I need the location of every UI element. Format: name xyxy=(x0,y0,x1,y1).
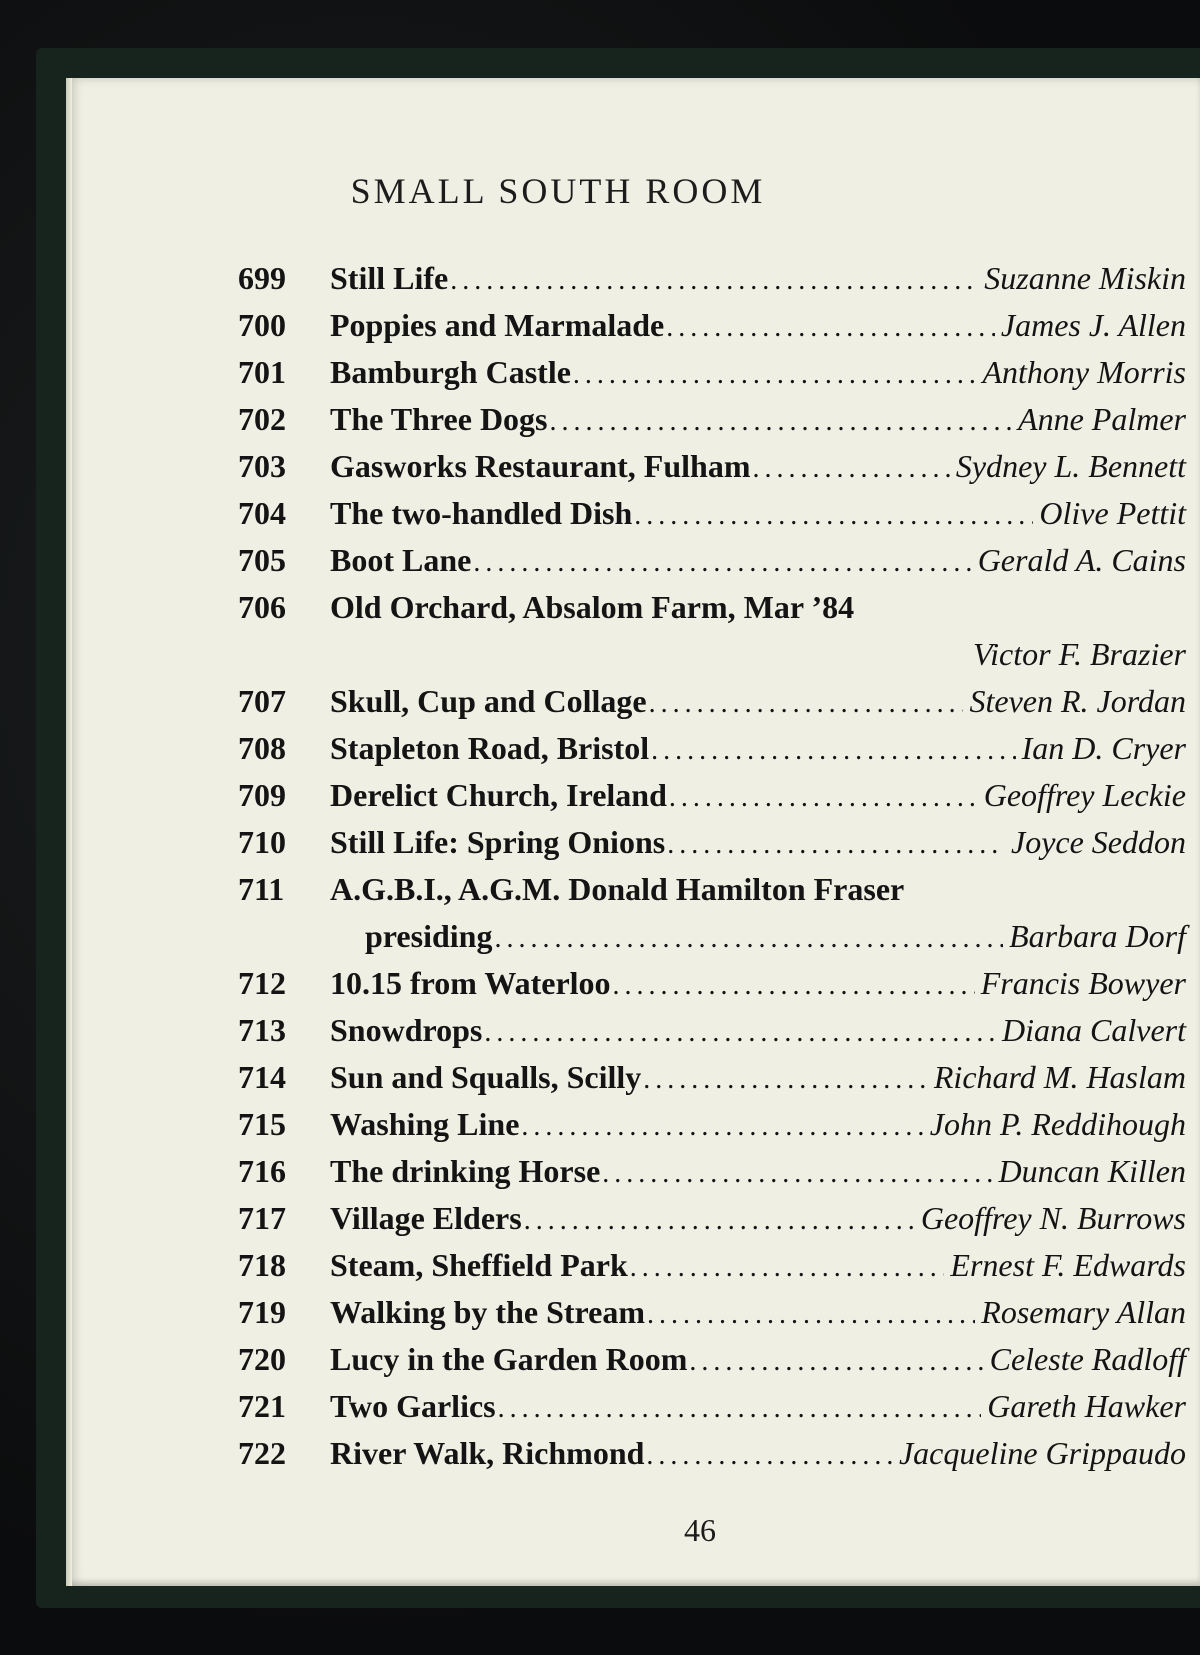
catalogue-entry xyxy=(238,255,1186,302)
leader-dots xyxy=(494,915,1003,962)
leader-dots xyxy=(613,962,975,1009)
leader-dots xyxy=(573,351,977,398)
leader-dots xyxy=(649,680,964,727)
entry-title: Lucy in the Garden Room xyxy=(330,1341,688,1377)
leader-dots xyxy=(689,1338,983,1385)
catalogue-entry xyxy=(238,537,1186,584)
entry-title: Bamburgh Castle xyxy=(330,354,571,390)
leader-dots xyxy=(498,1385,982,1432)
entry-title: The Three Dogs xyxy=(330,401,548,437)
catalogue-entry xyxy=(238,866,1186,913)
entry-number: 711 xyxy=(238,871,285,907)
entry-title: A.G.B.I., A.G.M. Donald Hamilton Fraser xyxy=(330,871,905,907)
entry-title: The two-handled Dish xyxy=(330,495,633,531)
entry-title: The drinking Horse xyxy=(330,1153,601,1189)
entry-artist: Richard M. Haslam xyxy=(933,1059,1186,1095)
entry-title: Gasworks Restaurant, Fulham xyxy=(330,448,751,484)
leader-dots xyxy=(450,257,978,304)
entry-title: Washing Line xyxy=(330,1106,520,1142)
entry-number: 699 xyxy=(238,260,286,296)
catalogue-entry xyxy=(238,1336,1186,1383)
entry-title: Stapleton Road, Bristol xyxy=(330,730,650,766)
entry-artist: John P. Reddihough xyxy=(929,1106,1186,1142)
catalogue-entry xyxy=(238,1054,1186,1101)
entry-title: Steam, Sheffield Park xyxy=(330,1247,628,1283)
entry-artist: Diana Calvert xyxy=(1002,1012,1186,1048)
leader-dots xyxy=(550,398,1013,445)
entry-number: 709 xyxy=(238,777,286,813)
catalogue-entry xyxy=(238,443,1186,490)
entry-number: 719 xyxy=(238,1294,286,1330)
entry-artist: Jacqueline Grippaudo xyxy=(898,1435,1186,1471)
entry-artist: James J. Allen xyxy=(1000,307,1186,343)
catalogue-entry xyxy=(238,1430,1186,1477)
leader-dots xyxy=(524,1197,915,1244)
leader-dots xyxy=(634,492,1033,539)
entry-title: Boot Lane xyxy=(330,542,472,578)
leader-dots xyxy=(521,1103,923,1150)
leader-dots xyxy=(473,539,971,586)
catalogue-entry-continuation xyxy=(238,631,1186,678)
entry-artist: Ernest F. Edwards xyxy=(950,1247,1186,1283)
entry-artist: Joyce Seddon xyxy=(1010,824,1186,860)
entry-title: Poppies and Marmalade xyxy=(330,307,665,343)
catalogue-entry xyxy=(238,725,1186,772)
catalogue-entry xyxy=(238,302,1186,349)
entry-artist: Gareth Hawker xyxy=(987,1388,1186,1424)
entry-title: 10.15 from Waterloo xyxy=(330,965,611,1001)
leader-dots xyxy=(602,1150,992,1197)
entry-artist: Olive Pettit xyxy=(1039,495,1186,531)
entry-number: 716 xyxy=(238,1153,286,1189)
catalogue-entry xyxy=(238,678,1186,725)
catalogue-entry xyxy=(238,1289,1186,1336)
leader-dots xyxy=(752,445,949,492)
entry-number: 718 xyxy=(238,1247,286,1283)
entry-artist: Rosemary Allan xyxy=(981,1294,1186,1330)
entry-number: 721 xyxy=(238,1388,286,1424)
entry-number: 701 xyxy=(238,354,286,390)
entry-artist: Anthony Morris xyxy=(982,354,1186,390)
page-gutter-shadow xyxy=(66,78,72,1586)
entry-artist: Barbara Dorf xyxy=(1009,918,1186,954)
entry-title: Still Life: Spring Onions xyxy=(330,824,666,860)
entry-artist: Celeste Radloff xyxy=(989,1341,1186,1377)
page-number: 46 xyxy=(684,1512,716,1548)
entry-title: Old Orchard, Absalom Farm, Mar ’84 xyxy=(330,589,855,625)
catalogue-entry xyxy=(238,490,1186,537)
entry-number: 704 xyxy=(238,495,286,531)
entry-title: Derelict Church, Ireland xyxy=(330,777,667,813)
catalogue-entry xyxy=(238,1007,1186,1054)
entry-number: 717 xyxy=(238,1200,286,1236)
entry-artist: Ian D. Cryer xyxy=(1021,730,1186,766)
entry-number: 720 xyxy=(238,1341,286,1377)
leader-dots xyxy=(647,1291,975,1338)
entry-number: 707 xyxy=(238,683,286,719)
page-heading: SMALL SOUTH ROOM xyxy=(350,171,766,211)
entry-number: 706 xyxy=(238,589,286,625)
entry-number: 710 xyxy=(238,824,286,860)
catalogue-entry xyxy=(238,1383,1186,1430)
catalogue-entry xyxy=(238,584,1186,631)
entry-number: 703 xyxy=(238,448,286,484)
catalogue-entry xyxy=(238,960,1186,1007)
entry-number: 722 xyxy=(238,1435,286,1471)
entry-number: 705 xyxy=(238,542,286,578)
catalogue-entry-continuation xyxy=(238,913,1186,960)
catalogue-entry xyxy=(238,772,1186,819)
catalogue-entry xyxy=(238,1242,1186,1289)
entry-artist: Anne Palmer xyxy=(1018,401,1186,437)
entry-title: Walking by the Stream xyxy=(330,1294,645,1330)
entry-artist: Geoffrey Leckie xyxy=(983,777,1186,813)
catalogue-entry xyxy=(238,1148,1186,1195)
entry-title: Still Life xyxy=(330,260,449,296)
leader-dots xyxy=(651,727,1015,774)
entry-title: Sun and Squalls, Scilly xyxy=(330,1059,642,1095)
entry-number: 702 xyxy=(238,401,286,437)
entry-title: River Walk, Richmond xyxy=(330,1435,645,1471)
entry-title: Skull, Cup and Collage xyxy=(330,683,647,719)
leader-dots xyxy=(667,821,1005,868)
leader-dots xyxy=(643,1056,928,1103)
catalogue-list xyxy=(238,255,1186,1477)
entry-number: 708 xyxy=(238,730,286,766)
entry-title: Two Garlics xyxy=(330,1388,496,1424)
leader-dots xyxy=(484,1009,996,1056)
entry-artist: Geoffrey N. Burrows xyxy=(920,1200,1186,1236)
leader-dots xyxy=(630,1244,945,1291)
entry-artist: Victor F. Brazier xyxy=(972,636,1186,672)
entry-number: 713 xyxy=(238,1012,286,1048)
catalogue-entry xyxy=(238,819,1186,866)
leader-dots xyxy=(669,774,978,821)
entry-title-continuation: presiding xyxy=(365,918,493,954)
entry-title: Snowdrops xyxy=(330,1012,483,1048)
entry-number: 712 xyxy=(238,965,286,1001)
entry-artist: Suzanne Miskin xyxy=(984,260,1186,296)
entry-number: 714 xyxy=(238,1059,286,1095)
entry-title: Village Elders xyxy=(330,1200,522,1236)
entry-number: 700 xyxy=(238,307,286,343)
catalogue-entry xyxy=(238,349,1186,396)
leader-dots xyxy=(666,304,995,351)
entry-artist: Steven R. Jordan xyxy=(969,683,1186,719)
entry-artist: Duncan Killen xyxy=(998,1153,1186,1189)
catalogue-entry xyxy=(238,1101,1186,1148)
leader-dots xyxy=(646,1432,893,1479)
entry-number: 715 xyxy=(238,1106,286,1142)
entry-artist: Gerald A. Cains xyxy=(977,542,1186,578)
catalogue-entry xyxy=(238,1195,1186,1242)
entry-artist: Francis Bowyer xyxy=(980,965,1186,1001)
entry-artist: Sydney L. Bennett xyxy=(955,448,1186,484)
catalogue-entry xyxy=(238,396,1186,443)
